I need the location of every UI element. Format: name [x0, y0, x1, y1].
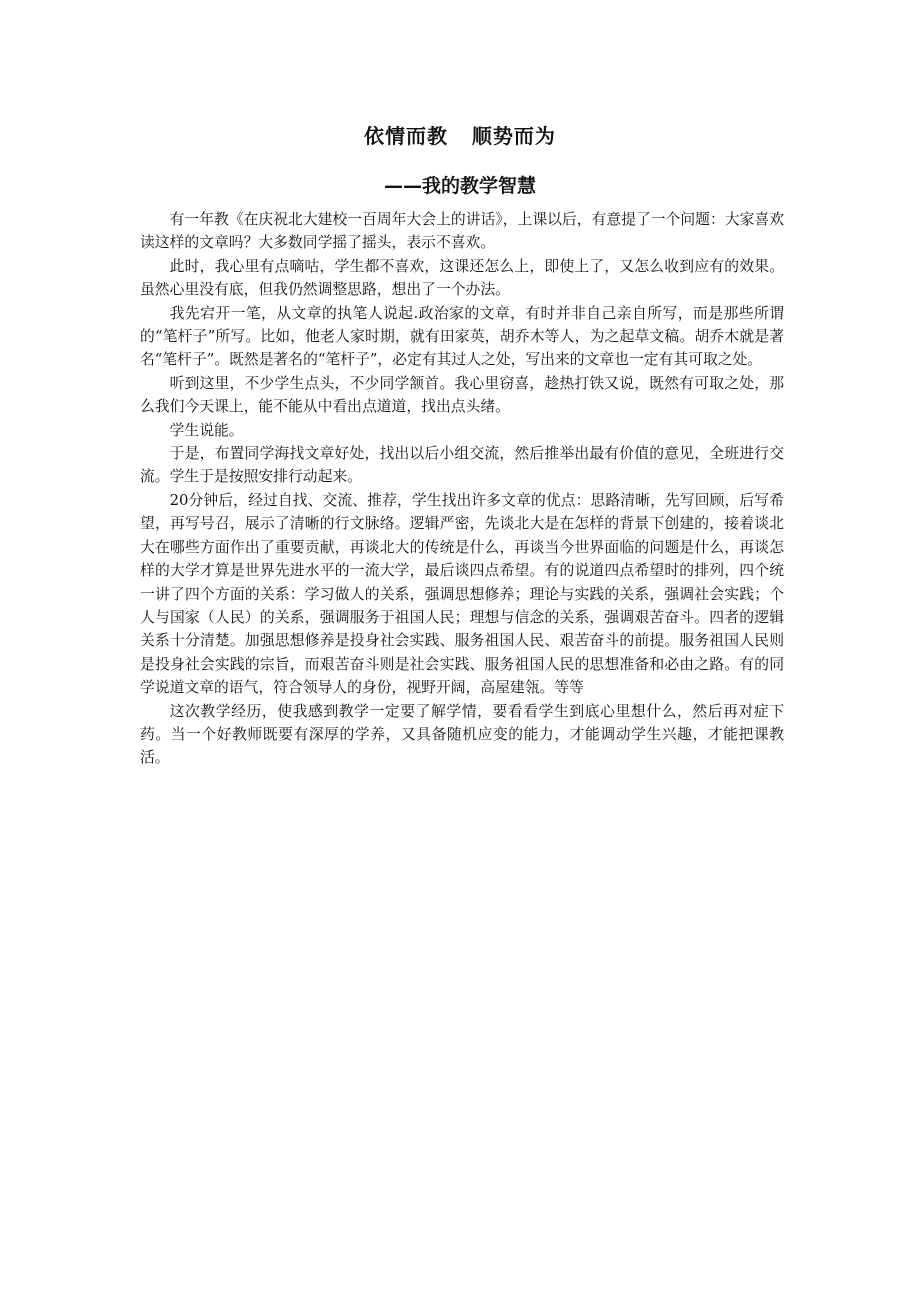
paragraph-3: 我先宕开一笔，从文章的执笔人说起.政治家的文章，有时并非自己亲自所写，而是那些所谓的“笔杆子”所写。比如，他老人家时期，就有田家英，胡乔木等人，为之起草文稿。胡乔木就是著名“笔杆子”。既然是著名的“笔杆子”，必定有其过人之处，写出来的文章也一定有其可取之处。 [140, 304, 784, 369]
document-title: 依情而教 顺势而为 [364, 124, 556, 148]
paragraph-4: 听到这里，不少学生点头，不少同学颔首。我心里窃喜，趁热打铁又说，既然有可取之处，那么我们今天课上，能不能从中看出点道道，找出点头绪。 [140, 374, 784, 416]
paragraph-8: 这次教学经历，使我感到教学一定要了解学情，要看看学生到底心里想什么，然后再对症下药。当一个好教师既要有深厚的学养，又具备随机应变的能力，才能调动学生兴趣，才能把课教活。 [140, 702, 784, 767]
paragraph-7: 20分钟后，经过自找、交流、推荐，学生找出许多文章的优点：思路清晰，先写回顾，后写希望，再写号召，展示了清晰的行文脉络。逻辑严密，先谈北大是在怎样的背景下创建的，接着谈北大在哪些方面作出了重要贡献，再谈北大的传统是什么，再谈当今世界面临的问题是什么，再谈怎样的大学才算是世界先进水平的一流大学，最后谈四点希望。有的说道四点希望时的排列，四个统一讲了四个方面的关系：学习做人的关系，强调思想修养；理论与实践的关系，强调社会实践；个人与国家（人民）的关系，强调服务于祖国人民；理想与信念的关系，强调艰苦奋斗。四者的逻辑关系十分清楚。加强思想修养是投身社会实践、服务祖国人民、艰苦奋斗的前提。服务祖国人民则是投身社会实践的宗旨，而艰苦奋斗则是社会实践、服务祖国人民的思想准备和必由之路。有的同学说道文章的语气，符合领导人的身份，视野开阔，高屋建瓴。等等 [140, 491, 784, 697]
document-subtitle: ——我的教学智慧 [383, 175, 536, 197]
paragraph-1: 有一年教《在庆祝北大建校一百周年大会上的讲话》，上课以后，有意提了一个问题：大家喜欢读这样的文章吗？大多数同学摇了摇头，表示不喜欢。 [140, 211, 784, 252]
paragraph-6: 于是，布置同学海找文章好处，找出以后小组交流，然后推举出最有价值的意见，全班进行交流。学生于是按照安排行动起来。 [140, 445, 784, 486]
paragraph-5: 学生说能。 [169, 421, 244, 439]
paragraph-2: 此时，我心里有点嘀咕，学生都不喜欢，这课还怎么上，即使上了，又怎么收到应有的效果。虽然心里没有底，但我仍然调整思路，想出了一个办法。 [140, 257, 784, 299]
document-body [140, 208, 784, 770]
